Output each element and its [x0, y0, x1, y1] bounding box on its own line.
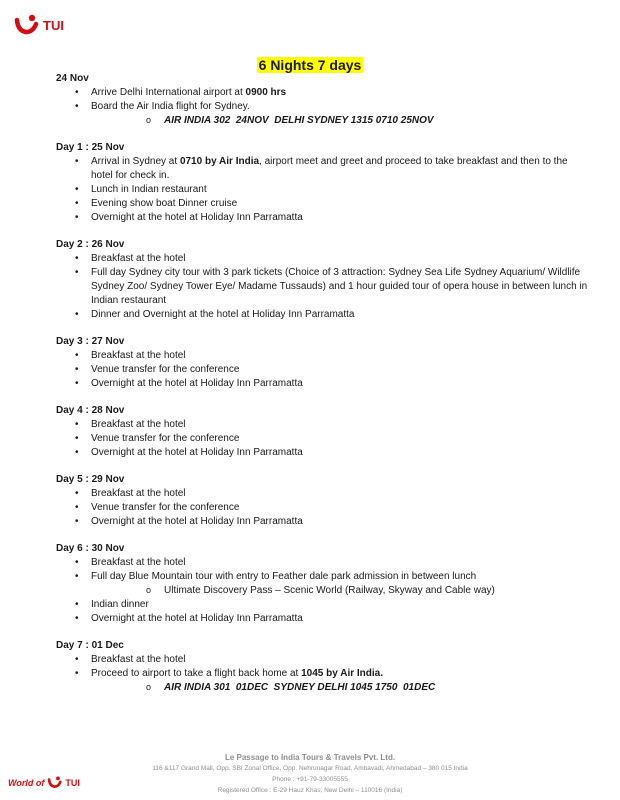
tui-logo: [14, 14, 64, 36]
list-item: • Proceed to airport to take a flight back home at 1045 by Air India. o AIR INDIA 301 01DEC SYDNEY DELHI 1045 1750 01DEC: [56, 667, 601, 695]
world-of-tui-logo: [8, 776, 80, 789]
list-item: • Arrive Delhi International airport at 0900 hrs: [56, 86, 601, 100]
list-item: • Overnight at the hotel at Holiday Inn Parramatta: [56, 211, 601, 225]
footer-phone: Phone : +91-79-33005555: [272, 776, 348, 783]
list-item: • Overnight at the hotel at Holiday Inn Parramatta: [56, 612, 601, 626]
world-of-tui-text: TUI: [65, 777, 80, 788]
list-item: • Venue transfer for the conference: [56, 501, 601, 515]
day-heading: Day 3 : 27 Nov: [56, 336, 125, 347]
list-item: • Board the Air India flight for Sydney. o AIR INDIA 302 24NOV DELHI SYDNEY 1315 0710 25NOV: [56, 100, 601, 128]
list-item: • Venue transfer for the conference: [56, 432, 601, 446]
footer-registered-office: Registered Office : E-29 Hauz Khas, New Delhi – 110016 (India): [217, 787, 403, 794]
flight-detail: o AIR INDIA 301 01DEC SYDNEY DELHI 1045 1750 01DEC: [91, 681, 601, 695]
sub-list-item: o Ultimate Discovery Pass – Scenic World (Railway, Skyway and Cable way): [91, 584, 601, 598]
footer-address: 116 &117 Grand Mall, Opp. SBI Zonal Office, Opp. Nehrunagar Road, Ambavadi, Ahmedabad – 380 015 India: [152, 765, 468, 772]
logo-text: TUI: [43, 17, 64, 33]
list-item: • Breakfast at the hotel: [56, 653, 601, 667]
tui-smile-icon: [14, 14, 40, 36]
footer: [0, 752, 620, 796]
day-heading: Day 1 : 25 Nov: [56, 142, 125, 153]
day-heading: Day 5 : 29 Nov: [56, 474, 125, 485]
page-title: 6 Nights 7 days: [258, 57, 362, 73]
day-heading: 24 Nov: [56, 73, 89, 84]
list-item: • Evening show boat Dinner cruise: [56, 197, 601, 211]
list-item: • Full day Blue Mountain tour with entry to Feather dale park admission in between lunch o Ultimate Discovery Pass – Scenic World (Railway, Skyway and Cable way): [56, 570, 601, 598]
list-item: • Breakfast at the hotel: [56, 349, 601, 363]
itinerary: [56, 72, 601, 708]
day-section-4: [56, 404, 601, 460]
day-section-5: [56, 473, 601, 529]
list-item: • Breakfast at the hotel: [56, 252, 601, 266]
list-item: • Overnight at the hotel at Holiday Inn Parramatta: [56, 515, 601, 529]
list-item: • Breakfast at the hotel: [56, 487, 601, 501]
list-item: • Overnight at the hotel at Holiday Inn Parramatta: [56, 446, 601, 460]
list-item: • Overnight at the hotel at Holiday Inn Parramatta: [56, 377, 601, 391]
list-item: • Breakfast at the hotel: [56, 556, 601, 570]
day-heading: Day 7 : 01 Dec: [56, 640, 124, 651]
day-section-7: [56, 639, 601, 695]
world-of-text: World of: [8, 777, 45, 788]
list-item: • Breakfast at the hotel: [56, 418, 601, 432]
list-item: • Dinner and Overnight at the hotel at Holiday Inn Parramatta: [56, 308, 601, 322]
tui-smile-small-icon: [47, 776, 63, 789]
day-section-arrival: [56, 72, 601, 128]
day-section-6: [56, 542, 601, 626]
flight-detail: o AIR INDIA 302 24NOV DELHI SYDNEY 1315 0710 25NOV: [91, 114, 601, 128]
list-item: • Lunch in Indian restaurant: [56, 183, 601, 197]
day-section-1: [56, 141, 601, 225]
day-heading: Day 4 : 28 Nov: [56, 405, 125, 416]
footer-company: Le Passage to India Tours & Travels Pvt. Ltd.: [224, 753, 396, 762]
day-section-3: [56, 335, 601, 391]
day-section-2: [56, 238, 601, 322]
day-heading: Day 2 : 26 Nov: [56, 239, 125, 250]
list-item: • Arrival in Sydney at 0710 by Air India, airport meet and greet and proceed to take breakfast and then to the hotel for check in.: [56, 155, 601, 183]
list-item: • Indian dinner: [56, 598, 601, 612]
list-item: • Full day Sydney city tour with 3 park tickets (Choice of 3 attraction: Sydney Sea Life Sydney Aquarium/ Wildlife Sydney Zoo/ Sydney Tower Eye/ Madame Tussauds) and 1 hour guided tour of opera house in between lunch in Indian restaurant: [56, 266, 601, 308]
day-heading: Day 6 : 30 Nov: [56, 543, 125, 554]
list-item: • Venue transfer for the conference: [56, 363, 601, 377]
